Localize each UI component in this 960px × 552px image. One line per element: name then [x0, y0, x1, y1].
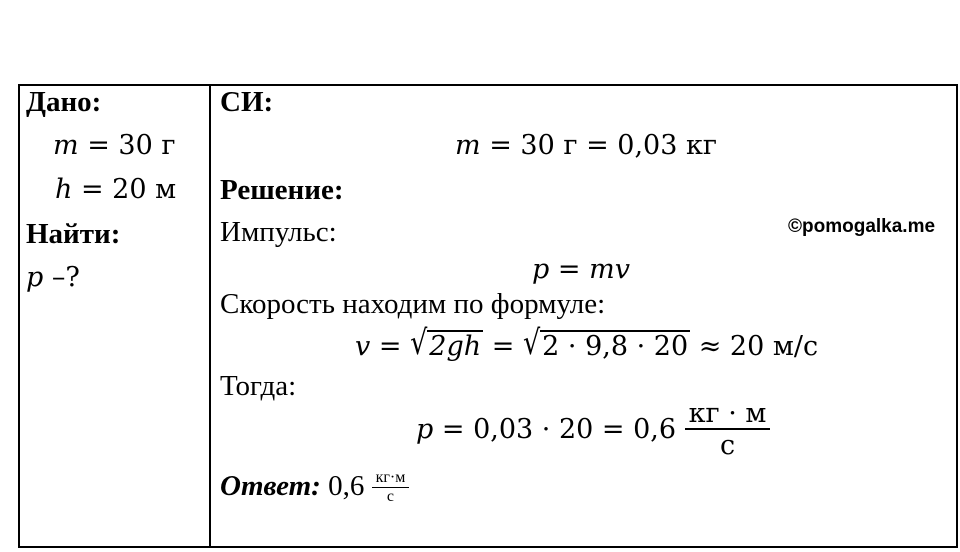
impulse-mv: mv — [589, 254, 630, 285]
si-label: СИ: — [220, 86, 274, 118]
radicand-numeric: 2 · 9,8 · 20 — [542, 331, 689, 362]
find-impulse — [26, 264, 80, 291]
final-var: p — [416, 414, 434, 446]
radical-sign-icon: √ — [522, 323, 541, 363]
find-label: Найти: — [26, 218, 121, 250]
given-height — [55, 176, 176, 203]
given-mass — [53, 132, 175, 159]
answer-unit-fraction — [372, 470, 410, 506]
si-value: = 30 г = 0,03 кг — [480, 130, 717, 161]
final-formula — [416, 400, 770, 461]
final-unit-num: кг · м — [685, 400, 771, 430]
speed-formula — [355, 323, 819, 363]
solution-label: Решение: — [220, 174, 344, 206]
given-height-value: = 20 м — [72, 174, 177, 205]
given-label: Дано: — [26, 86, 102, 118]
final-unit-fraction — [685, 400, 771, 461]
answer-unit-num: кг·м — [372, 470, 410, 488]
final-unit-den: с — [719, 430, 736, 462]
radicand-2gh: 2gh — [429, 331, 482, 362]
speed-eq2: = — [483, 331, 523, 362]
si-var: m — [455, 130, 481, 161]
watermark: ©pomogalka.me — [788, 216, 936, 237]
answer-value: 0,6 — [320, 469, 372, 502]
speed-text: Скорость находим по формуле: — [220, 288, 606, 320]
sqrt-2gh — [410, 323, 483, 363]
answer-line — [220, 470, 409, 506]
speed-var: v — [355, 331, 371, 362]
find-impulse-var: p — [26, 262, 44, 293]
impulse-eq: = — [549, 254, 590, 285]
impulse-var: p — [532, 254, 550, 285]
find-impulse-question: –? — [43, 262, 80, 293]
speed-result: ≈ 20 м/с — [690, 331, 819, 362]
impulse-text: Импульс: — [220, 216, 337, 248]
si-conversion — [455, 132, 717, 159]
column-divider — [209, 84, 211, 548]
answer-label: Ответ: — [220, 469, 321, 502]
given-height-var: h — [55, 174, 73, 205]
impulse-formula — [532, 256, 630, 283]
then-text: Тогда: — [220, 370, 297, 402]
final-calc: = 0,03 · 20 = 0,6 — [433, 414, 685, 446]
answer-unit-den: с — [386, 487, 395, 505]
speed-eq1: = — [370, 331, 411, 362]
sqrt-numeric — [522, 323, 690, 363]
given-mass-var: m — [53, 130, 79, 161]
given-mass-value: = 30 г — [78, 130, 176, 161]
radical-sign-icon: √ — [410, 323, 428, 363]
